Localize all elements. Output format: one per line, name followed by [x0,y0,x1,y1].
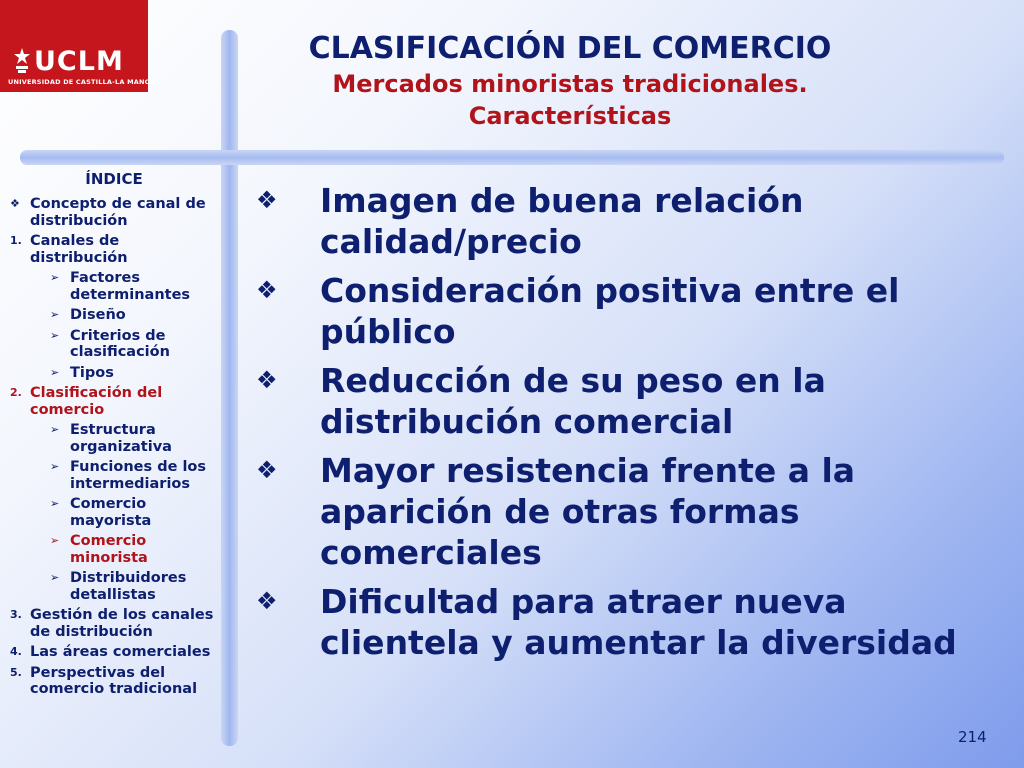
bullet-item [256,581,996,663]
index-item-number: 2. [10,386,22,399]
index-subitem[interactable] [0,570,218,603]
index-item-label: Clasificación del comercio [30,385,163,418]
index-subitem-current[interactable] [0,533,218,566]
diamond-bullet-icon: ❖ [256,366,278,394]
vertical-divider [221,30,238,746]
index-item-label: Concepto de canal de distribución [30,196,206,229]
bullet-item [256,360,996,442]
index-subitem-label: Tipos [70,364,114,381]
diamond-bullet-icon: ❖ [256,456,278,484]
index-item[interactable] [0,665,218,698]
index-subitem[interactable] [0,270,218,303]
index-subitem[interactable] [0,328,218,361]
horizontal-divider [20,150,1004,165]
index-item-label: Las áreas comerciales [30,644,211,660]
arrow-bullet-icon: ➢ [50,460,60,473]
index-item-number: 5. [10,665,22,679]
diamond-bullet-icon: ❖ [256,186,278,214]
bullet-list [256,180,996,671]
bullet-item [256,270,996,352]
logo-name: UCLM [34,46,124,77]
diamond-bullet-icon: ❖ [256,276,278,304]
index-subitem-label: Factores determinantes [70,270,191,303]
page-number: 214 [958,728,987,746]
index-subitem-label: Criterios de clasificación [70,327,170,360]
arrow-bullet-icon: ➢ [50,365,60,379]
index-subitem[interactable] [0,459,218,492]
bullet-text: Dificultad para atraer nueva clientela y aumentar la diversidad [320,582,957,662]
index-item-number: 1. [10,234,22,247]
index-subitem[interactable] [0,307,218,324]
slide-header [240,30,900,132]
bullet-item [256,180,996,262]
uclm-logo [0,0,161,92]
index-subitem-label: Funciones de los intermediarios [70,459,207,492]
index-item-number: 4. [10,645,22,658]
index-item[interactable] [0,644,218,661]
index-item-current[interactable] [0,385,218,418]
index-subitem[interactable] [0,365,218,382]
uclm-emblem-icon [10,48,34,74]
slide-subtitle-line-2: Características [468,102,672,130]
arrow-bullet-icon: ➢ [50,423,60,436]
diamond-bullet-icon: ❖ [10,197,20,210]
arrow-bullet-icon: ➢ [50,497,60,510]
bullet-item [256,450,996,573]
index-item[interactable] [0,607,218,640]
index-subitem-label: Comercio minorista [70,533,148,566]
bullet-text: Reducción de su peso en la distribución comercial [320,361,826,441]
arrow-bullet-icon: ➢ [50,308,60,321]
index-subitem-label: Comercio mayorista [70,496,152,529]
index-subitem-label: Diseño [70,307,126,323]
slide-subtitle-line-1: Mercados minoristas tradicionales. [332,70,808,98]
index-item-label: Gestión de los canales de distribución [30,607,214,640]
diamond-bullet-icon: ❖ [256,587,278,615]
index-heading: ÍNDICE [85,170,143,188]
index-item[interactable] [0,196,218,229]
index-subitem-label: Estructura organizativa [70,422,172,455]
index-item-label: Canales de distribución [30,233,128,266]
logo-subtitle: UNIVERSIDAD DE CASTILLA-LA MANCHA [8,78,161,86]
slide-title: CLASIFICACIÓN DEL COMERCIO [308,31,832,66]
index-item[interactable] [0,233,218,266]
arrow-bullet-icon: ➢ [50,534,60,547]
arrow-bullet-icon: ➢ [50,328,60,342]
arrow-bullet-icon: ➢ [50,271,60,284]
index-list [0,196,218,702]
index-item-label: Perspectivas del comercio tradicional [30,664,198,697]
index-subitem[interactable] [0,496,218,529]
arrow-bullet-icon: ➢ [50,571,60,584]
bullet-text: Imagen de buena relación calidad/precio [320,181,804,261]
bullet-text: Consideración positiva entre el público [320,271,900,351]
index-item-number: 3. [10,608,22,621]
index-subitem-label: Distribuidores detallistas [70,570,187,603]
index-subitem[interactable] [0,422,218,455]
bullet-text: Mayor resistencia frente a la aparición de otras formas comerciales [320,451,856,572]
